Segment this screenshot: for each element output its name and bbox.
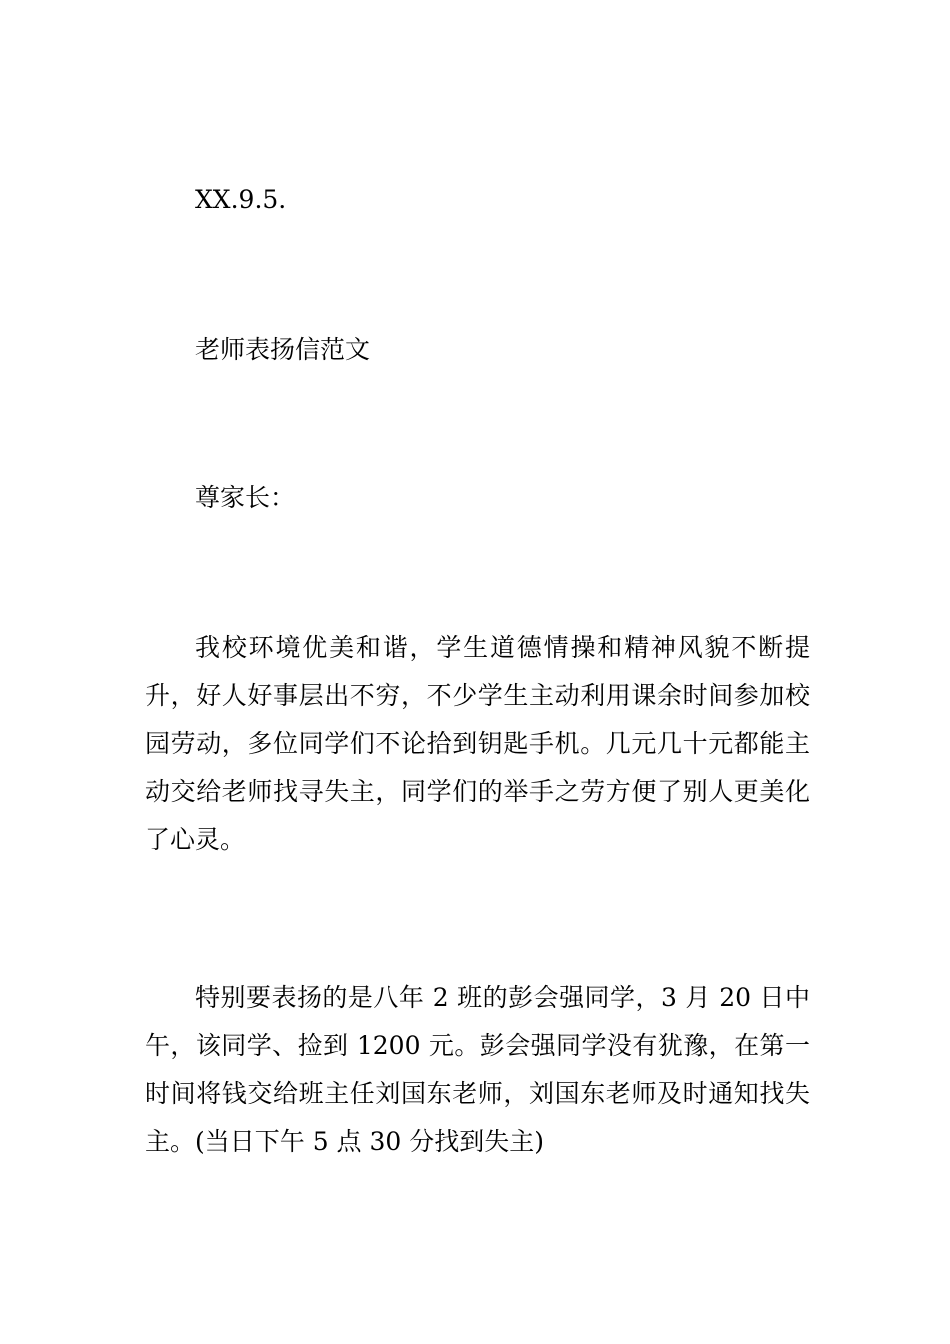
body-paragraph: 我校环境优美和谐，学生道德情操和精神风貌不断提升，好人好事层出不穷，不少学生主动利用课余时间参加校园劳动，多位同学们不论拾到钥匙手机。几元几十元都能主动交给老师找寻失主，同学们的举手之劳方便了别人更美化了心灵。 bbox=[145, 633, 810, 854]
document-title: 老师表扬信范文 bbox=[195, 335, 371, 364]
body-paragraph: 特别要表扬的是八年 2 班的彭会强同学，3 月 20 日中午，该同学、捡到 1200 元。彭会强同学没有犹豫，在第一时间将钱交给班主任刘国东老师，刘国东老师及时通知找失主。(当日下午 5 点 30 分找到失主) bbox=[145, 983, 810, 1156]
document-date: XX.9.5. bbox=[195, 185, 287, 214]
salutation: 尊家长： bbox=[195, 483, 296, 512]
